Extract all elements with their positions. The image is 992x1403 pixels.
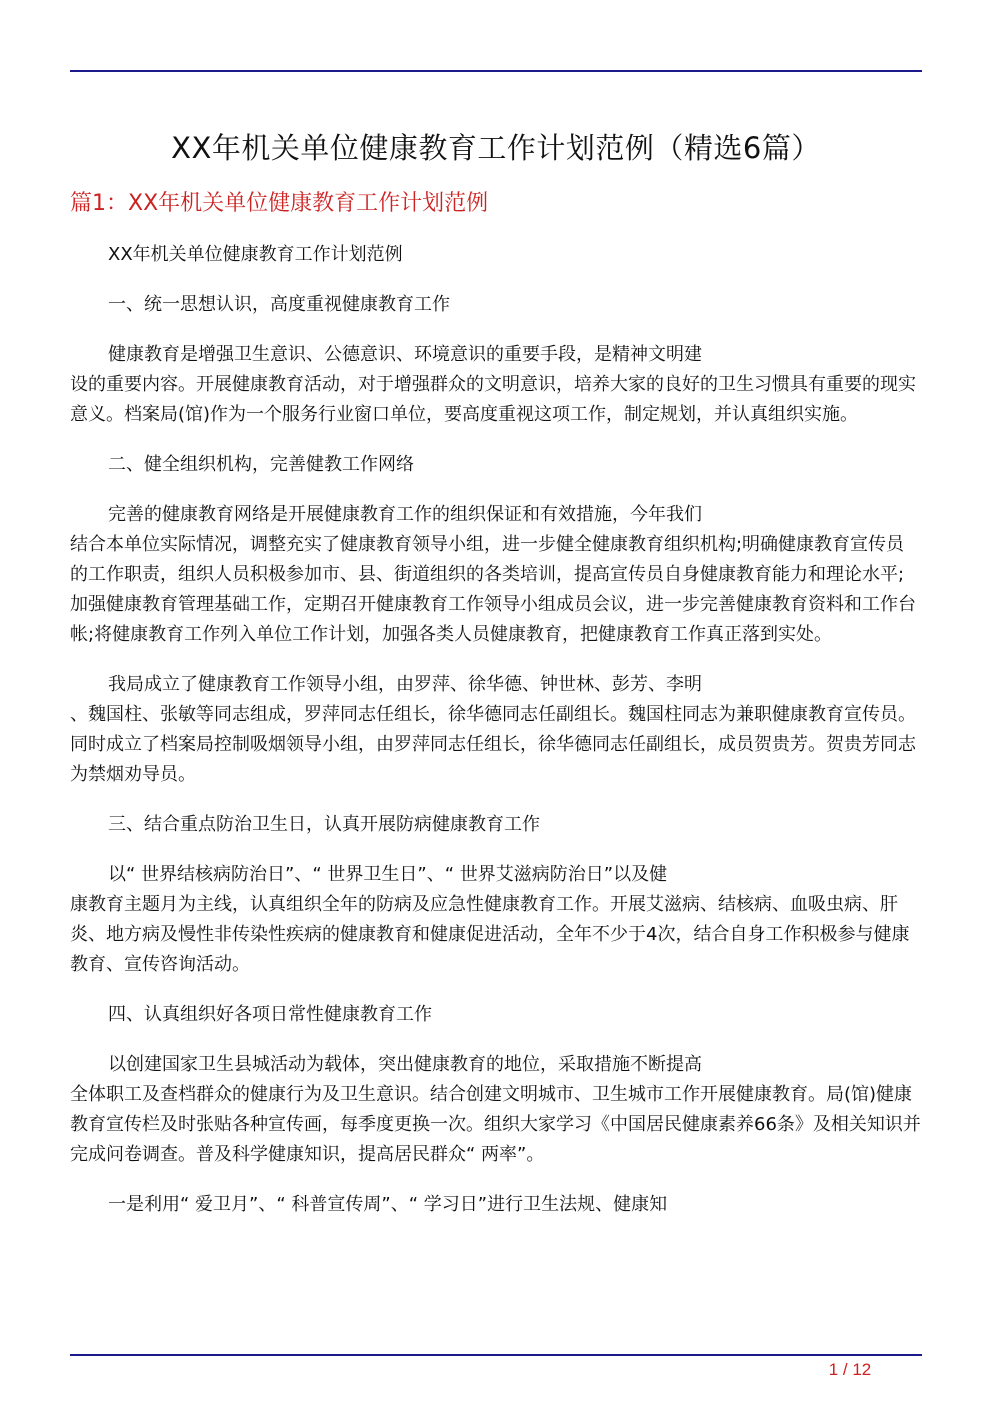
page-indicator: 1 / 12 (828, 1360, 872, 1379)
paragraph (70, 670, 922, 790)
footer-rule (70, 1354, 922, 1356)
paragraph-body: 全体职工及查档群众的健康行为及卫生意识。结合创建文明城市、卫生城市工作开展健康教育。局(馆)健康教育宣传栏及时张贴各种宣传画，每季度更换一次。组织大家学习《中国居民健康素养66条》及相关知识并完成问卷调查。普及科学健康知识，提高居民群众“ 两率”。 (70, 1084, 921, 1165)
subheading-four (70, 1000, 922, 1030)
paragraph-first-line: 健康教育是增强卫生意识、公德意识、环境意识的重要手段，是精神文明建 (108, 344, 702, 365)
paragraph (70, 500, 922, 650)
document-title: XX年机关单位健康教育工作计划范例（精选6篇） (171, 131, 821, 165)
header-rule (70, 70, 922, 72)
subheading-text: 二、健全组织机构，完善健教工作网络 (108, 454, 414, 475)
paragraph-body: 、魏国柱、张敏等同志组成，罗萍同志任组长，徐华德同志任副组长。魏国柱同志为兼职健康教育宣传员。同时成立了档案局控制吸烟领导小组，由罗萍同志任组长，徐华德同志任副组长，成员贺贵芳。贺贵芳同志为禁烟劝导员。 (70, 704, 916, 785)
paragraph (70, 1190, 922, 1220)
subheading-text: 一、统一思想认识，高度重视健康教育工作 (108, 294, 450, 315)
paragraph (70, 240, 922, 270)
subheading-one (70, 290, 922, 320)
paragraph (70, 340, 922, 430)
subheading-text: 四、认真组织好各项日常性健康教育工作 (108, 1004, 432, 1025)
paragraph-body: 设的重要内容。开展健康教育活动，对于增强群众的文明意识，培养大家的良好的卫生习惯具有重要的现实意义。档案局(馆)作为一个服务行业窗口单位，要高度重视这项工作，制定规划，并认真组织实施。 (70, 374, 916, 425)
paragraph-first-line: 我局成立了健康教育工作领导小组，由罗萍、徐华德、钟世林、彭芳、李明 (108, 674, 702, 695)
paragraph-body: 结合本单位实际情况，调整充实了健康教育领导小组，进一步健全健康教育组织机构;明确健康教育宣传员的工作职责，组织人员积极参加市、县、街道组织的各类培训，提高宣传员自身健康教育能力和理论水平;加强健康教育管理基础工作，定期召开健康教育工作领导小组成员会议，进一步完善健康教育资料和工作台帐;将健康教育工作列入单位工作计划，加强各类人员健康教育，把健康教育工作真正落到实处。 (70, 534, 916, 645)
paragraph-first-line: 完善的健康教育网络是开展健康教育工作的组织保证和有效措施，今年我们 (108, 504, 702, 525)
paragraph-first-line: 以“ 世界结核病防治日”、“ 世界卫生日”、“ 世界艾滋病防治日”以及健 (108, 864, 668, 885)
paragraph-first-line: XX年机关单位健康教育工作计划范例 (108, 244, 403, 265)
paragraph-first-line: 以创建国家卫生县城活动为载体，突出健康教育的地位，采取措施不断提高 (108, 1054, 702, 1075)
paragraph-body: 康教育主题月为主线，认真组织全年的防病及应急性健康教育工作。开展艾滋病、结核病、血吸虫病、肝炎、地方病及慢性非传染性疾病的健康教育和健康促进活动，全年不少于4次，结合自身工作积极参与健康教育、宣传咨询活动。 (70, 894, 910, 975)
paragraph-first-line: 一是利用“ 爱卫月”、“ 科普宣传周”、“ 学习日”进行卫生法规、健康知 (108, 1194, 668, 1215)
subheading-two (70, 450, 922, 480)
document-body (70, 240, 922, 1220)
paragraph (70, 860, 922, 980)
section-title: 篇1：XX年机关单位健康教育工作计划范例 (70, 191, 489, 216)
paragraph (70, 1050, 922, 1170)
subheading-text: 三、结合重点防治卫生日，认真开展防病健康教育工作 (108, 814, 540, 835)
subheading-three (70, 810, 922, 840)
